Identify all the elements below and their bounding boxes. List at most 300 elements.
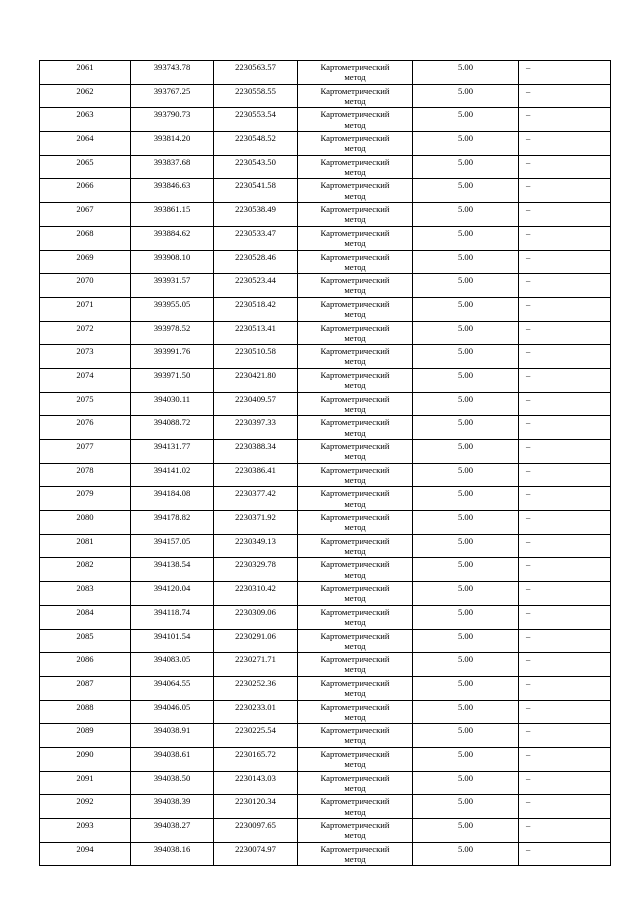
- point-number-cell: 2067: [40, 203, 131, 227]
- x-coordinate-cell: 393837.68: [131, 155, 214, 179]
- y-coordinate-cell: 2230548.52: [214, 132, 298, 156]
- accuracy-cell: 5.00: [413, 84, 519, 108]
- x-coordinate-cell: 393861.15: [131, 203, 214, 227]
- description-cell: –: [519, 250, 611, 274]
- table-row: [40, 108, 611, 132]
- accuracy-cell: 5.00: [413, 558, 519, 582]
- x-coordinate-cell: 394064.55: [131, 676, 214, 700]
- method-line-2: метод: [344, 593, 366, 604]
- x-coordinate-cell: 394178.82: [131, 511, 214, 535]
- coordinates-table-body: [40, 61, 611, 866]
- accuracy-cell: 5.00: [413, 274, 519, 298]
- x-coordinate-cell: 394120.04: [131, 582, 214, 606]
- description-cell: –: [519, 534, 611, 558]
- method-cell: [298, 84, 413, 108]
- x-coordinate-cell: 393991.76: [131, 345, 214, 369]
- point-number-cell: 2072: [40, 321, 131, 345]
- table-row: [40, 84, 611, 108]
- point-number-cell: 2069: [40, 250, 131, 274]
- y-coordinate-cell: 2230421.80: [214, 368, 298, 392]
- description-cell: –: [519, 226, 611, 250]
- accuracy-cell: 5.00: [413, 463, 519, 487]
- method-line-2: метод: [344, 380, 366, 391]
- description-cell: –: [519, 84, 611, 108]
- accuracy-cell: 5.00: [413, 297, 519, 321]
- method-cell: [298, 368, 413, 392]
- method-cell: [298, 534, 413, 558]
- x-coordinate-cell: 393971.50: [131, 368, 214, 392]
- method-cell: [298, 345, 413, 369]
- y-coordinate-cell: 2230397.33: [214, 416, 298, 440]
- point-number-cell: 2062: [40, 84, 131, 108]
- method-cell: [298, 321, 413, 345]
- description-cell: –: [519, 61, 611, 85]
- method-cell: [298, 842, 413, 866]
- y-coordinate-cell: 2230563.57: [214, 61, 298, 85]
- method-cell: [298, 511, 413, 535]
- table-row: [40, 321, 611, 345]
- x-coordinate-cell: 394038.50: [131, 771, 214, 795]
- table-row: [40, 368, 611, 392]
- method-line-1: Картометрический: [320, 748, 390, 759]
- method-cell: [298, 700, 413, 724]
- method-cell: [298, 605, 413, 629]
- accuracy-cell: 5.00: [413, 132, 519, 156]
- method-line-1: Картометрический: [320, 298, 390, 309]
- method-cell: [298, 747, 413, 771]
- y-coordinate-cell: 2230291.06: [214, 629, 298, 653]
- method-line-1: Картометрический: [320, 535, 390, 546]
- method-line-2: метод: [344, 451, 366, 462]
- method-cell: [298, 132, 413, 156]
- point-number-cell: 2065: [40, 155, 131, 179]
- table-row: [40, 842, 611, 866]
- method-line-1: Картометрический: [320, 677, 390, 688]
- point-number-cell: 2066: [40, 179, 131, 203]
- table-row: [40, 203, 611, 227]
- description-cell: –: [519, 321, 611, 345]
- accuracy-cell: 5.00: [413, 392, 519, 416]
- method-line-1: Картометрический: [320, 820, 390, 830]
- method-line-1: Картометрический: [320, 346, 390, 357]
- method-cell: [298, 653, 413, 677]
- method-cell: [298, 463, 413, 487]
- x-coordinate-cell: 393743.78: [131, 61, 214, 85]
- method-line-2: метод: [344, 427, 366, 438]
- point-number-cell: 2087: [40, 676, 131, 700]
- accuracy-cell: 5.00: [413, 179, 519, 203]
- x-coordinate-cell: 393814.20: [131, 132, 214, 156]
- y-coordinate-cell: 2230225.54: [214, 724, 298, 748]
- accuracy-cell: 5.00: [413, 108, 519, 132]
- x-coordinate-cell: 393884.62: [131, 226, 214, 250]
- table-row: [40, 605, 611, 629]
- x-coordinate-cell: 394118.74: [131, 605, 214, 629]
- method-line-2: метод: [344, 238, 366, 249]
- method-line-2: метод: [344, 332, 366, 343]
- table-row: [40, 747, 611, 771]
- description-cell: –: [519, 463, 611, 487]
- method-cell: [298, 558, 413, 582]
- accuracy-cell: 5.00: [413, 676, 519, 700]
- method-line-2: метод: [344, 711, 366, 722]
- method-cell: [298, 155, 413, 179]
- table-row: [40, 534, 611, 558]
- point-number-cell: 2083: [40, 582, 131, 606]
- coordinates-table: [39, 60, 611, 866]
- description-cell: –: [519, 108, 611, 132]
- description-cell: –: [519, 179, 611, 203]
- point-number-cell: 2080: [40, 511, 131, 535]
- method-line-2: метод: [344, 356, 366, 367]
- x-coordinate-cell: 394141.02: [131, 463, 214, 487]
- accuracy-cell: 5.00: [413, 534, 519, 558]
- accuracy-cell: 5.00: [413, 747, 519, 771]
- method-line-1: Картометрический: [320, 109, 390, 120]
- method-line-2: метод: [344, 782, 366, 793]
- table-row: [40, 440, 611, 464]
- method-line-1: Картометрический: [320, 62, 390, 72]
- method-line-2: метод: [344, 190, 366, 201]
- description-cell: –: [519, 297, 611, 321]
- description-cell: –: [519, 771, 611, 795]
- description-cell: –: [519, 440, 611, 464]
- table-row: [40, 724, 611, 748]
- description-cell: –: [519, 487, 611, 511]
- point-number-cell: 2063: [40, 108, 131, 132]
- description-cell: –: [519, 676, 611, 700]
- table-row: [40, 819, 611, 843]
- method-line-1: Картометрический: [320, 322, 390, 333]
- method-line-1: Картометрический: [320, 204, 390, 215]
- table-row: [40, 700, 611, 724]
- y-coordinate-cell: 2230538.49: [214, 203, 298, 227]
- accuracy-cell: 5.00: [413, 605, 519, 629]
- method-line-2: метод: [344, 474, 366, 485]
- x-coordinate-cell: 394083.05: [131, 653, 214, 677]
- point-number-cell: 2081: [40, 534, 131, 558]
- accuracy-cell: 5.00: [413, 724, 519, 748]
- method-cell: [298, 819, 413, 843]
- method-cell: [298, 582, 413, 606]
- method-cell: [298, 795, 413, 819]
- point-number-cell: 2074: [40, 368, 131, 392]
- method-line-1: Картометрический: [320, 464, 390, 475]
- x-coordinate-cell: 393767.25: [131, 84, 214, 108]
- description-cell: –: [519, 582, 611, 606]
- y-coordinate-cell: 2230558.55: [214, 84, 298, 108]
- description-cell: –: [519, 274, 611, 298]
- method-cell: [298, 250, 413, 274]
- method-cell: [298, 771, 413, 795]
- method-cell: [298, 724, 413, 748]
- method-cell: [298, 274, 413, 298]
- method-line-2: метод: [344, 640, 366, 651]
- point-number-cell: 2075: [40, 392, 131, 416]
- accuracy-cell: 5.00: [413, 842, 519, 866]
- x-coordinate-cell: 394030.11: [131, 392, 214, 416]
- method-line-2: метод: [344, 72, 366, 83]
- point-number-cell: 2092: [40, 795, 131, 819]
- method-line-1: Картометрический: [320, 559, 390, 570]
- method-line-2: метод: [344, 403, 366, 414]
- method-cell: [298, 676, 413, 700]
- method-line-1: Картометрический: [320, 725, 390, 736]
- method-cell: [298, 416, 413, 440]
- point-number-cell: 2088: [40, 700, 131, 724]
- method-cell: [298, 203, 413, 227]
- y-coordinate-cell: 2230074.97: [214, 842, 298, 866]
- x-coordinate-cell: 393846.63: [131, 179, 214, 203]
- point-number-cell: 2086: [40, 653, 131, 677]
- method-line-1: Картометрический: [320, 180, 390, 191]
- method-line-2: метод: [344, 498, 366, 509]
- method-line-2: метод: [344, 806, 366, 817]
- table-row: [40, 274, 611, 298]
- point-number-cell: 2093: [40, 819, 131, 843]
- point-number-cell: 2076: [40, 416, 131, 440]
- point-number-cell: 2079: [40, 487, 131, 511]
- description-cell: –: [519, 416, 611, 440]
- y-coordinate-cell: 2230388.34: [214, 440, 298, 464]
- method-line-1: Картометрический: [320, 275, 390, 286]
- accuracy-cell: 5.00: [413, 203, 519, 227]
- accuracy-cell: 5.00: [413, 155, 519, 179]
- y-coordinate-cell: 2230518.42: [214, 297, 298, 321]
- point-number-cell: 2071: [40, 297, 131, 321]
- method-line-1: Картометрический: [320, 156, 390, 167]
- point-number-cell: 2085: [40, 629, 131, 653]
- y-coordinate-cell: 2230165.72: [214, 747, 298, 771]
- x-coordinate-cell: 394038.16: [131, 842, 214, 866]
- accuracy-cell: 5.00: [413, 819, 519, 843]
- table-row: [40, 795, 611, 819]
- accuracy-cell: 5.00: [413, 487, 519, 511]
- y-coordinate-cell: 2230349.13: [214, 534, 298, 558]
- method-cell: [298, 179, 413, 203]
- method-line-2: метод: [344, 664, 366, 675]
- table-row: [40, 416, 611, 440]
- point-number-cell: 2061: [40, 61, 131, 85]
- point-number-cell: 2082: [40, 558, 131, 582]
- accuracy-cell: 5.00: [413, 440, 519, 464]
- method-line-1: Картометрический: [320, 133, 390, 144]
- y-coordinate-cell: 2230543.50: [214, 155, 298, 179]
- table-row: [40, 771, 611, 795]
- method-line-2: метод: [344, 95, 366, 106]
- method-line-2: метод: [344, 545, 366, 556]
- x-coordinate-cell: 394038.27: [131, 819, 214, 843]
- table-row: [40, 653, 611, 677]
- y-coordinate-cell: 2230371.92: [214, 511, 298, 535]
- table-row: [40, 179, 611, 203]
- description-cell: –: [519, 132, 611, 156]
- method-line-1: Картометрический: [320, 772, 390, 783]
- y-coordinate-cell: 2230553.54: [214, 108, 298, 132]
- accuracy-cell: 5.00: [413, 582, 519, 606]
- method-cell: [298, 440, 413, 464]
- description-cell: –: [519, 511, 611, 535]
- method-line-1: Картометрический: [320, 417, 390, 428]
- method-line-1: Картометрический: [320, 512, 390, 523]
- x-coordinate-cell: 394046.05: [131, 700, 214, 724]
- table-row: [40, 250, 611, 274]
- table-row: [40, 511, 611, 535]
- y-coordinate-cell: 2230309.06: [214, 605, 298, 629]
- accuracy-cell: 5.00: [413, 250, 519, 274]
- description-cell: –: [519, 724, 611, 748]
- method-cell: [298, 297, 413, 321]
- x-coordinate-cell: 394038.61: [131, 747, 214, 771]
- point-number-cell: 2089: [40, 724, 131, 748]
- x-coordinate-cell: 394157.05: [131, 534, 214, 558]
- point-number-cell: 2090: [40, 747, 131, 771]
- x-coordinate-cell: 393931.57: [131, 274, 214, 298]
- point-number-cell: 2068: [40, 226, 131, 250]
- table-row: [40, 558, 611, 582]
- table-row: [40, 392, 611, 416]
- y-coordinate-cell: 2230513.41: [214, 321, 298, 345]
- method-line-2: метод: [344, 735, 366, 746]
- y-coordinate-cell: 2230329.78: [214, 558, 298, 582]
- table-row: [40, 155, 611, 179]
- y-coordinate-cell: 2230386.41: [214, 463, 298, 487]
- description-cell: –: [519, 795, 611, 819]
- accuracy-cell: 5.00: [413, 771, 519, 795]
- table-row: [40, 676, 611, 700]
- table-row: [40, 132, 611, 156]
- method-line-1: Картометрический: [320, 843, 390, 854]
- description-cell: –: [519, 700, 611, 724]
- point-number-cell: 2084: [40, 605, 131, 629]
- x-coordinate-cell: 394038.39: [131, 795, 214, 819]
- accuracy-cell: 5.00: [413, 416, 519, 440]
- method-line-2: метод: [344, 853, 366, 864]
- method-line-2: метод: [344, 119, 366, 130]
- method-line-2: метод: [344, 143, 366, 154]
- accuracy-cell: 5.00: [413, 653, 519, 677]
- x-coordinate-cell: 393955.05: [131, 297, 214, 321]
- method-line-2: метод: [344, 214, 366, 225]
- method-line-1: Картометрический: [320, 85, 390, 96]
- method-line-2: метод: [344, 759, 366, 770]
- description-cell: –: [519, 345, 611, 369]
- description-cell: –: [519, 368, 611, 392]
- method-line-2: метод: [344, 617, 366, 628]
- method-line-1: Картометрический: [320, 701, 390, 712]
- method-line-2: метод: [344, 688, 366, 699]
- table-row: [40, 463, 611, 487]
- accuracy-cell: 5.00: [413, 700, 519, 724]
- x-coordinate-cell: 394131.77: [131, 440, 214, 464]
- y-coordinate-cell: 2230523.44: [214, 274, 298, 298]
- y-coordinate-cell: 2230377.42: [214, 487, 298, 511]
- x-coordinate-cell: 394101.54: [131, 629, 214, 653]
- y-coordinate-cell: 2230097.65: [214, 819, 298, 843]
- accuracy-cell: 5.00: [413, 511, 519, 535]
- point-number-cell: 2094: [40, 842, 131, 866]
- y-coordinate-cell: 2230541.58: [214, 179, 298, 203]
- description-cell: –: [519, 203, 611, 227]
- description-cell: –: [519, 629, 611, 653]
- method-line-1: Картометрический: [320, 796, 390, 807]
- accuracy-cell: 5.00: [413, 345, 519, 369]
- table-row: [40, 582, 611, 606]
- point-number-cell: 2078: [40, 463, 131, 487]
- description-cell: –: [519, 747, 611, 771]
- y-coordinate-cell: 2230409.57: [214, 392, 298, 416]
- description-cell: –: [519, 392, 611, 416]
- method-line-1: Картометрический: [320, 654, 390, 665]
- table-row: [40, 487, 611, 511]
- point-number-cell: 2070: [40, 274, 131, 298]
- description-cell: –: [519, 819, 611, 843]
- method-line-1: Картометрический: [320, 227, 390, 238]
- method-cell: [298, 629, 413, 653]
- method-line-1: Картометрический: [320, 583, 390, 594]
- method-cell: [298, 226, 413, 250]
- y-coordinate-cell: 2230533.47: [214, 226, 298, 250]
- x-coordinate-cell: 394138.54: [131, 558, 214, 582]
- method-line-1: Картометрический: [320, 606, 390, 617]
- method-line-2: метод: [344, 830, 366, 841]
- y-coordinate-cell: 2230233.01: [214, 700, 298, 724]
- point-number-cell: 2077: [40, 440, 131, 464]
- accuracy-cell: 5.00: [413, 368, 519, 392]
- accuracy-cell: 5.00: [413, 61, 519, 85]
- method-line-2: метод: [344, 569, 366, 580]
- x-coordinate-cell: 393908.10: [131, 250, 214, 274]
- accuracy-cell: 5.00: [413, 795, 519, 819]
- description-cell: –: [519, 605, 611, 629]
- table-row: [40, 226, 611, 250]
- method-line-2: метод: [344, 166, 366, 177]
- description-cell: –: [519, 653, 611, 677]
- x-coordinate-cell: 393790.73: [131, 108, 214, 132]
- accuracy-cell: 5.00: [413, 226, 519, 250]
- x-coordinate-cell: 394038.91: [131, 724, 214, 748]
- method-cell: [298, 487, 413, 511]
- y-coordinate-cell: 2230143.03: [214, 771, 298, 795]
- y-coordinate-cell: 2230120.34: [214, 795, 298, 819]
- description-cell: –: [519, 842, 611, 866]
- method-line-2: метод: [344, 285, 366, 296]
- table-row: [40, 297, 611, 321]
- method-line-1: Картометрический: [320, 251, 390, 262]
- description-cell: –: [519, 558, 611, 582]
- point-number-cell: 2073: [40, 345, 131, 369]
- y-coordinate-cell: 2230510.58: [214, 345, 298, 369]
- method-line-1: Картометрический: [320, 441, 390, 451]
- method-cell: [298, 61, 413, 85]
- method-line-2: метод: [344, 309, 366, 320]
- description-cell: –: [519, 155, 611, 179]
- method-line-1: Картометрический: [320, 488, 390, 499]
- y-coordinate-cell: 2230528.46: [214, 250, 298, 274]
- method-line-2: метод: [344, 522, 366, 533]
- y-coordinate-cell: 2230310.42: [214, 582, 298, 606]
- method-line-1: Картометрический: [320, 630, 390, 641]
- x-coordinate-cell: 394088.72: [131, 416, 214, 440]
- y-coordinate-cell: 2230252.36: [214, 676, 298, 700]
- point-number-cell: 2064: [40, 132, 131, 156]
- y-coordinate-cell: 2230271.71: [214, 653, 298, 677]
- method-line-2: метод: [344, 261, 366, 272]
- table-row: [40, 629, 611, 653]
- table-row: [40, 345, 611, 369]
- accuracy-cell: 5.00: [413, 321, 519, 345]
- x-coordinate-cell: 394184.08: [131, 487, 214, 511]
